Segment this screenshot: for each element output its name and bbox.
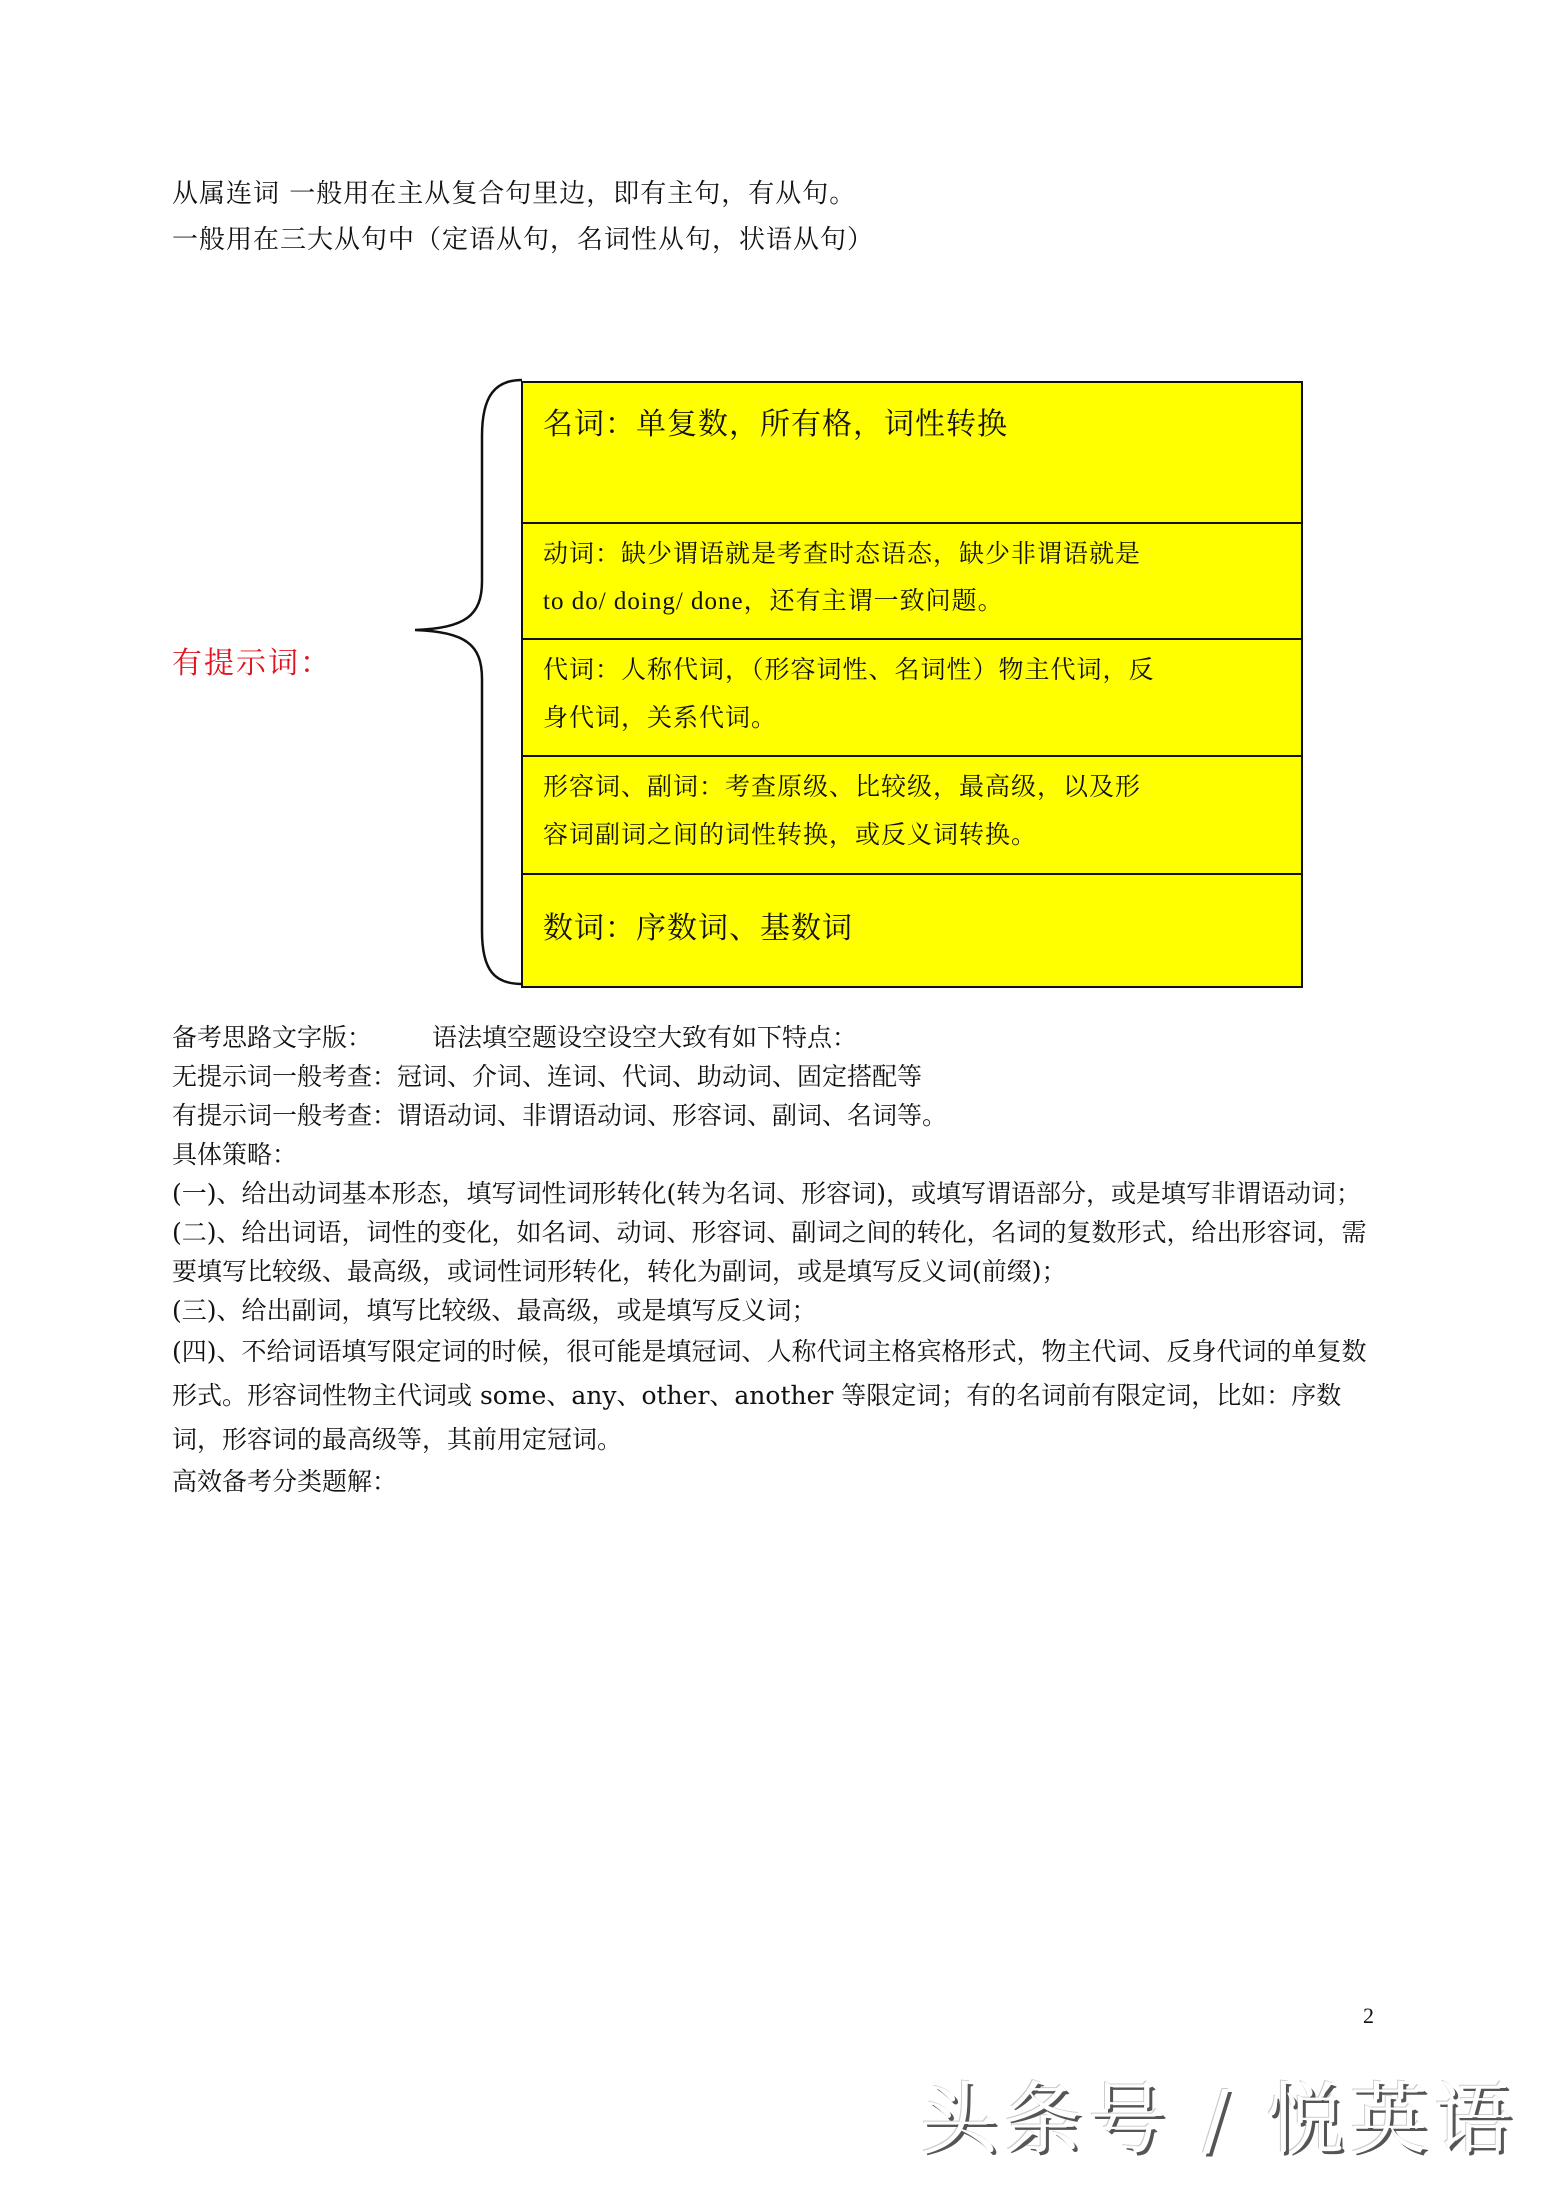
intro-line-2: 一般用在三大从句中（定语从句，名词性从句，状语从句） — [172, 225, 875, 255]
curly-brace-icon — [410, 376, 530, 992]
strategy-1: (一)、给出动词基本形态，填写词性词形转化(转为名词、形容词)，或填写谓语部分，或是填写非谓语动词； — [172, 1179, 1362, 1208]
with-hint-line: 有提示词一般考查：谓语动词、非谓语动词、形容词、副词、名词等。 — [172, 1101, 948, 1130]
row-noun-text: 名词：单复数，所有格，词性转换 — [543, 407, 1008, 442]
strategy-4: (四)、不给词语填写限定词的时候，很可能是填冠词、人称代词主格宾格形式，物主代词、反身代词的单复数形式。形容词性物主代词或 some、any、other、another 等限定词；有的名词前有限定词，比如：序数词，形容词的最高级等，其前用定冠词。 — [172, 1337, 1367, 1454]
strategy-2: (二)、给出词语，词性的变化，如名词、动词、形容词、副词之间的转化，名词的复数形式，给出形容词，需要填写比较级、最高级，或词性词形转化，转化为副词，或是填写反义词(前缀)； — [172, 1218, 1367, 1286]
hint-word-label: 有提示词： — [172, 646, 332, 681]
row-adj-adv — [523, 755, 1301, 874]
watermark: 头条号 / 悦英语 — [920, 2075, 1518, 2165]
hint-word-box — [521, 381, 1303, 988]
no-hint-line: 无提示词一般考查：冠词、介词、连词、代词、助动词、固定搭配等 — [172, 1062, 923, 1091]
row-numeral-text: 数词：序数词、基数词 — [543, 911, 853, 946]
strategy-heading: 具体策略： — [172, 1140, 298, 1169]
row-pronoun-text: 代词：人称代词，（形容词性、名词性）物主代词，反 — [543, 655, 1155, 684]
row-verb-text: 动词：缺少谓语就是考查时态语态，缺少非谓语就是 — [543, 539, 1142, 568]
row-adj-adv-text-2: 容词副词之间的词性转换，或反义词转换。 — [543, 820, 1038, 849]
solutions-heading: 高效备考分类题解： — [172, 1467, 398, 1496]
row-adj-adv-text: 形容词、副词：考查原级、比较级，最高级，以及形 — [543, 772, 1142, 801]
row-numeral — [523, 873, 1301, 986]
row-noun — [523, 383, 1301, 523]
body-text — [172, 1018, 1390, 1501]
row-pronoun-text-2: 身代词，关系代词。 — [543, 703, 778, 732]
row-verb — [523, 522, 1301, 639]
row-pronoun — [523, 638, 1301, 756]
prep-ideas-line — [172, 1018, 1390, 1057]
row-verb-text-2: to do/ doing/ done，还有主谓一致问题。 — [543, 588, 1004, 615]
prep-ideas-summary: 语法填空题设空设空大致有如下特点： — [432, 1023, 858, 1052]
page-number: 2 — [1363, 2003, 1374, 2028]
strategy-3: (三)、给出副词，填写比较级、最高级，或是填写反义词； — [172, 1296, 817, 1325]
prep-ideas-title: 备考思路文字版： — [172, 1023, 373, 1052]
intro-line-1: 从属连词 一般用在主从复合句里边，即有主句，有从句。 — [172, 179, 857, 209]
